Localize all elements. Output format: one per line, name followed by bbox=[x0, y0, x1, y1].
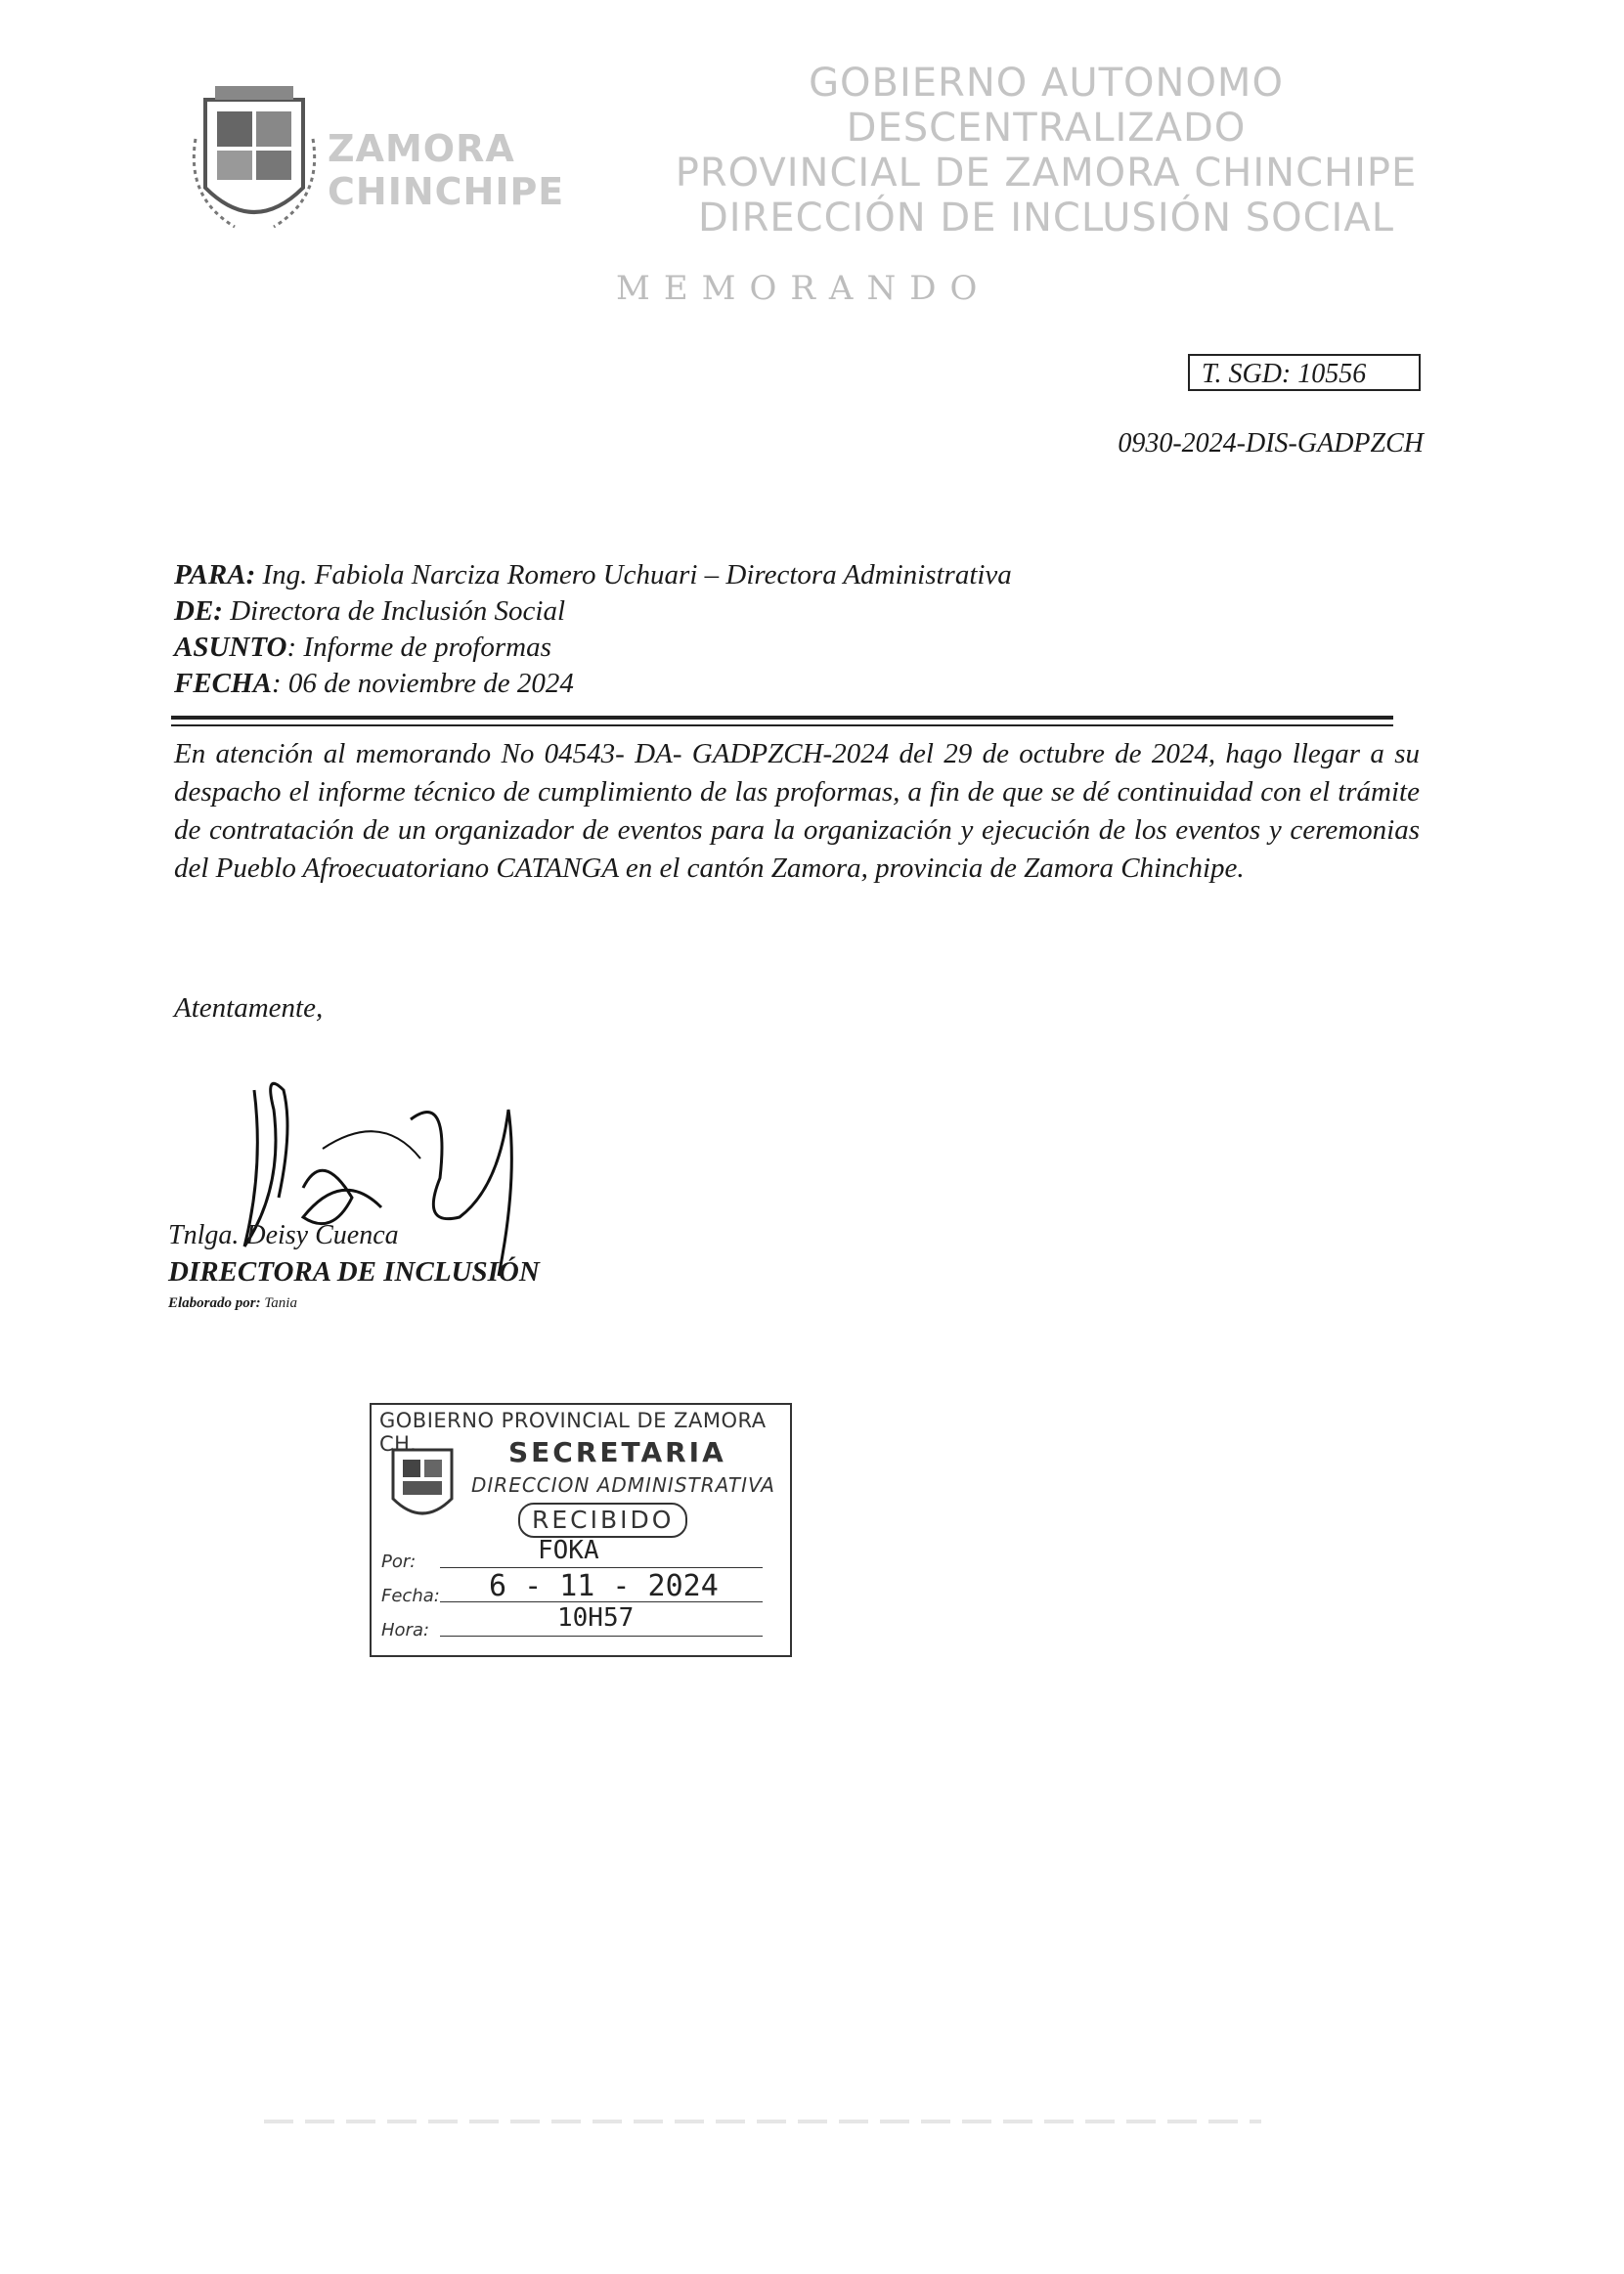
prepared-value: Tania bbox=[264, 1295, 297, 1311]
stamp-secretaria: SECRETARIA bbox=[508, 1436, 726, 1468]
stamp-fecha-value: 6 - 11 - 2024 bbox=[489, 1569, 719, 1603]
stamp-por-label: Por: bbox=[381, 1552, 417, 1572]
prepared-by bbox=[168, 1295, 297, 1312]
para-value: Ing. Fabiola Narciza Romero Uchuari – Directora Administrativa bbox=[262, 559, 1012, 590]
signer-title: DIRECTORA DE INCLUSIÓN bbox=[168, 1256, 540, 1288]
prepared-label: Elaborado por: bbox=[168, 1295, 261, 1311]
stamp-hora-value: 10H57 bbox=[557, 1603, 635, 1633]
stamp-institution: GOBIERNO PROVINCIAL DE ZAMORA CH. bbox=[379, 1409, 767, 1456]
stamp-hora-label: Hora: bbox=[381, 1620, 430, 1640]
fecha-row bbox=[174, 666, 1012, 702]
provincial-logo-icon bbox=[186, 80, 323, 246]
signer-name: Tnlga. Deisy Cuenca bbox=[168, 1220, 399, 1250]
body-paragraph: En atención al memorando No 04543- DA- GADPZCH-2024 del 29 de octubre de 2024, hago llegar a su despacho el informe técnico de cumplimiento de las proformas, a fin de que se dé continuidad con el trámite de contratación de un organizador de eventos para la organización y ejecución de los eventos y ceremonias del Pueblo Afroecuatoriano CATANGA en el cantón Zamora, provincia de Zamora Chinchipe. bbox=[174, 738, 1420, 884]
stamp-received-badge: RECIBIDO bbox=[518, 1503, 687, 1538]
fecha-label: FECHA bbox=[174, 668, 272, 699]
stamp-field-line bbox=[440, 1567, 763, 1568]
header-divider bbox=[171, 724, 1393, 726]
sgd-reference-box: T. SGD: 10556 bbox=[1188, 354, 1421, 391]
stamp-por-value: FOKA bbox=[538, 1536, 599, 1565]
stamp-department: DIRECCION ADMINISTRATIVA bbox=[471, 1473, 775, 1497]
logo-text-line: ZAMORA bbox=[328, 127, 515, 170]
de-row bbox=[174, 593, 1012, 630]
institution-line: GOBIERNO AUTONOMO DESCENTRALIZADO bbox=[809, 61, 1284, 151]
stamp-hora-field bbox=[381, 1620, 429, 1640]
logo-text bbox=[328, 127, 564, 213]
institution-line: PROVINCIAL DE ZAMORA CHINCHIPE bbox=[675, 151, 1418, 196]
asunto-label: ASUNTO bbox=[174, 632, 287, 663]
reception-stamp bbox=[370, 1403, 792, 1657]
memo-number: 0930-2024-DIS-GADPZCH bbox=[1118, 428, 1424, 459]
asunto-value: : Informe de proformas bbox=[286, 632, 551, 663]
document-type-title: MEMORANDO bbox=[616, 269, 991, 308]
stamp-fecha-label: Fecha: bbox=[381, 1586, 440, 1606]
stamp-field-line bbox=[440, 1636, 763, 1637]
logo-text-line: CHINCHIPE bbox=[328, 170, 565, 213]
closing-salutation: Atentamente, bbox=[174, 992, 324, 1024]
stamp-por-field bbox=[381, 1552, 416, 1572]
institution-header bbox=[606, 61, 1486, 241]
stamp-emblem-icon bbox=[383, 1440, 461, 1528]
de-value: Directora de Inclusión Social bbox=[230, 595, 566, 627]
para-row bbox=[174, 557, 1012, 593]
footer-scan-artifact bbox=[264, 2117, 1261, 2126]
stamp-fecha-field bbox=[381, 1586, 440, 1606]
institution-line: DIRECCIÓN DE INCLUSIÓN SOCIAL bbox=[697, 196, 1394, 241]
header-divider bbox=[171, 716, 1393, 720]
memo-meta bbox=[174, 557, 1012, 702]
para-label: PARA: bbox=[174, 559, 256, 590]
asunto-row bbox=[174, 630, 1012, 666]
fecha-value: : 06 de noviembre de 2024 bbox=[271, 668, 574, 699]
de-label: DE: bbox=[174, 595, 223, 627]
